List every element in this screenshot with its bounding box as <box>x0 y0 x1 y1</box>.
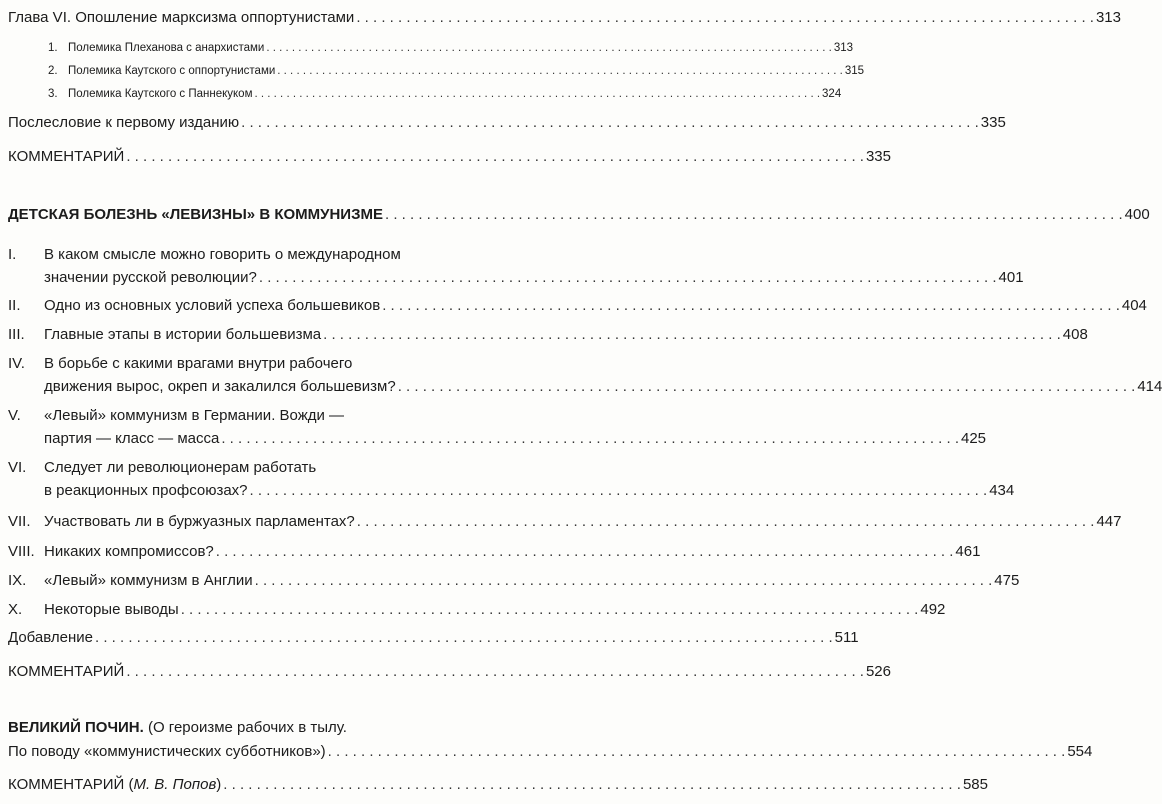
toc-title-end: ) <box>216 776 222 793</box>
toc-title-rest: (О героизме рабочих в тылу. <box>143 719 347 736</box>
toc-leader <box>398 377 1136 397</box>
toc-entry-chapter6[interactable] <box>8 8 1121 28</box>
toc-chapter-num: V. <box>8 407 21 424</box>
toc-leader <box>259 268 997 288</box>
toc-chapter-i-line2[interactable] <box>44 268 1024 288</box>
toc-entry-comment[interactable] <box>8 147 891 167</box>
toc-leader <box>328 742 1066 762</box>
toc-page: 324 <box>822 88 842 100</box>
toc-title: ДЕТСКАЯ БОЛЕЗНЬ «ЛЕВИЗНЫ» В КОММУНИЗМЕ <box>8 206 383 223</box>
toc-title: Участвовать ли в буржуазных парламентах? <box>44 513 355 530</box>
toc-chapter-num: VIII. <box>8 543 35 560</box>
toc-chapter-num: IV. <box>8 355 25 372</box>
toc-title-continuation: движения вырос, окреп и закалился большевизм? <box>44 378 396 395</box>
toc-sub-title: Полемика Каутского с Паннекуком <box>68 88 253 100</box>
toc-page: 434 <box>989 482 1015 499</box>
toc-chapter-viii[interactable] <box>8 542 981 562</box>
toc-page: 475 <box>994 572 1020 589</box>
toc-page: 401 <box>998 269 1024 286</box>
toc-title: Никаких компромиссов? <box>44 543 214 560</box>
toc-page: 335 <box>980 114 1006 131</box>
toc-title: Глава VI. Опошление марксизма оппортунистами <box>8 9 355 26</box>
toc-title: Главные этапы в истории большевизма <box>44 326 322 343</box>
toc-page: 526 <box>865 663 891 680</box>
toc-title: КОММЕНТАРИЙ <box>8 148 125 165</box>
toc-entry-great-line1[interactable] <box>8 718 516 738</box>
toc-title: КОММЕНТАРИЙ <box>8 663 125 680</box>
toc-author: М. В. Попов <box>133 776 217 793</box>
toc-leader <box>382 296 1120 316</box>
toc-title-continuation: в реакционных профсоюзах? <box>44 482 248 499</box>
toc-page: 447 <box>1096 513 1122 530</box>
toc-leader <box>385 205 1123 225</box>
toc-sub-title: Полемика Плеханова с анархистами <box>68 42 265 54</box>
toc-page: 554 <box>1067 743 1093 760</box>
toc-leader <box>356 8 1094 28</box>
toc-title: Следует ли революционерам работать <box>44 459 317 476</box>
toc-entry-addendum[interactable] <box>8 628 859 648</box>
toc-title-continuation: партия — класс — масса <box>44 430 220 447</box>
toc-chapter-i-line1[interactable] <box>8 245 516 265</box>
toc-sub-title: Полемика Каутского с оппортунистами <box>68 65 276 77</box>
toc-entry-comment-popov[interactable] <box>8 775 988 795</box>
toc-page: 414 <box>1137 378 1162 395</box>
toc-page: 313 <box>833 42 854 54</box>
toc-chapter-num: X. <box>8 601 23 618</box>
toc-page: 511 <box>834 629 859 646</box>
toc-title: КОММЕНТАРИЙ ( <box>8 776 134 793</box>
toc-leader <box>216 542 954 562</box>
toc-leader <box>181 600 919 620</box>
toc-subentry[interactable] <box>48 63 864 79</box>
toc-leader <box>323 325 1061 345</box>
toc-page: 408 <box>1062 326 1088 343</box>
toc-entry-afterword[interactable] <box>8 113 1006 133</box>
toc-leader <box>126 662 864 682</box>
toc-chapter-x[interactable] <box>8 600 946 620</box>
toc-subentry[interactable] <box>48 40 854 56</box>
toc-leader <box>241 113 979 133</box>
toc-page: 425 <box>961 430 987 447</box>
toc-page: 585 <box>962 776 988 793</box>
toc-chapter-ii[interactable] <box>8 296 1147 316</box>
toc-chapter-num: VII. <box>8 513 31 530</box>
toc-page: 461 <box>955 543 981 560</box>
toc-sub-num: 3. <box>48 88 58 100</box>
toc-title: Добавление <box>8 629 93 646</box>
toc-entry-leftism[interactable] <box>8 205 1150 225</box>
toc-title-continuation: значении русской революции? <box>44 269 257 286</box>
toc-chapter-vi-line1[interactable] <box>8 458 516 478</box>
toc-leader <box>95 628 833 648</box>
toc-leader <box>126 147 864 167</box>
toc-chapter-ix[interactable] <box>8 571 1020 591</box>
toc-leader <box>266 40 832 56</box>
toc-leader <box>255 86 821 102</box>
toc-page: 335 <box>865 148 891 165</box>
toc-chapter-num: III. <box>8 326 25 343</box>
toc-leader <box>250 481 988 501</box>
toc-leader <box>277 63 843 79</box>
toc-title-continuation: По поводу «коммунистических субботников») <box>8 743 326 760</box>
toc-title: «Левый» коммунизм в Германии. Вожди — <box>44 407 345 424</box>
toc-title: Одно из основных условий успеха большевиков <box>44 297 381 314</box>
toc-chapter-num: I. <box>8 246 17 263</box>
toc-chapter-vii[interactable] <box>8 512 1122 532</box>
toc-chapter-num: VI. <box>8 459 27 476</box>
toc-chapter-num: IX. <box>8 572 27 589</box>
toc-title: В каком смысле можно говорить о международном <box>44 246 401 263</box>
toc-leader <box>357 512 1095 532</box>
toc-leader <box>223 775 961 795</box>
toc-page: 315 <box>844 65 864 77</box>
toc-chapter-iii[interactable] <box>8 325 1088 345</box>
toc-leader <box>255 571 993 591</box>
toc-title: В борьбе с какими врагами внутри рабочего <box>44 355 353 372</box>
toc-title: Некоторые выводы <box>44 601 179 618</box>
toc-chapter-v-line2[interactable] <box>44 429 987 449</box>
toc-page: 492 <box>920 601 946 618</box>
toc-sub-num: 2. <box>48 65 58 77</box>
toc-page: 404 <box>1121 297 1147 314</box>
toc-subentry[interactable] <box>48 86 842 102</box>
toc-page: 400 <box>1124 206 1150 223</box>
toc-title: Послесловие к первому изданию <box>8 114 240 131</box>
toc-chapter-num: II. <box>8 297 21 314</box>
toc-chapter-v-line1[interactable] <box>8 406 516 426</box>
toc-sub-num: 1. <box>48 42 58 54</box>
toc-chapter-vi-line2[interactable] <box>44 481 1015 501</box>
toc-leader <box>221 429 959 449</box>
toc-chapter-iv-line1[interactable] <box>8 354 516 374</box>
toc-title: «Левый» коммунизм в Англии <box>44 572 253 589</box>
toc-chapter-iv-line2[interactable] <box>44 377 1162 397</box>
toc-title-bold: ВЕЛИКИЙ ПОЧИН. <box>8 719 144 736</box>
toc-page: 313 <box>1095 9 1121 26</box>
toc-entry-great-line2[interactable] <box>8 742 1093 762</box>
toc-entry-comment[interactable] <box>8 662 891 682</box>
